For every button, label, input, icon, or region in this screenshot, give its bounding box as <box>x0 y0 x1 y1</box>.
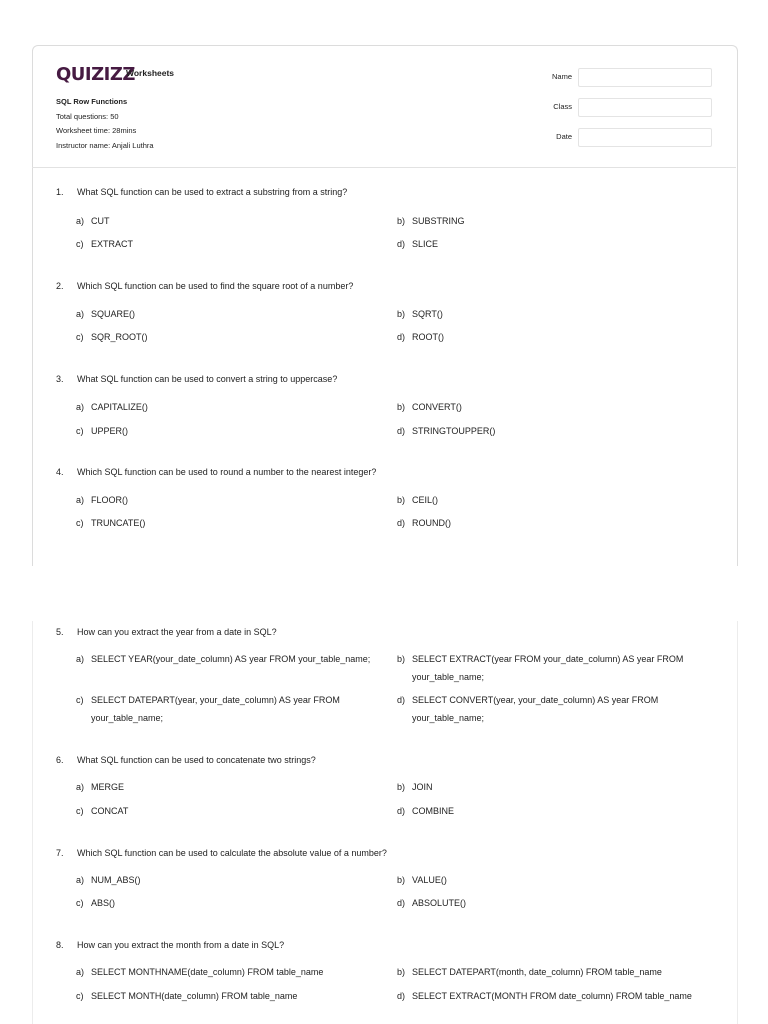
option-text: CAPITALIZE() <box>91 402 148 412</box>
option-letter: c) <box>76 239 84 249</box>
option-text: SELECT MONTH(date_column) FROM table_name <box>91 991 298 1001</box>
worksheet-time: Worksheet time: 28mins <box>56 126 137 135</box>
option-text: NUM_ABS() <box>91 875 141 885</box>
option-text: SELECT CONVERT(year, your_date_column) AS year FROM your_table_name; <box>412 695 659 723</box>
question-number: 4. <box>56 467 64 477</box>
option-letter: c) <box>76 695 84 705</box>
question-number: 6. <box>56 755 64 765</box>
option-text: SUBSTRING <box>412 216 465 226</box>
worksheet-title: SQL Row Functions <box>56 97 128 106</box>
option-text: SELECT EXTRACT(MONTH FROM date_column) FROM table_name <box>412 991 692 1001</box>
option-text: UPPER() <box>91 426 129 436</box>
option-letter: d) <box>397 332 406 342</box>
question-text: Which SQL function can be used to round a number to the nearest integer? <box>77 467 377 477</box>
option-text: CUT <box>91 216 110 226</box>
option-text: EXTRACT <box>91 239 134 249</box>
option-letter: a) <box>76 402 85 412</box>
question-text: What SQL function can be used to extract a substring from a string? <box>77 187 348 197</box>
option-letter: d) <box>397 898 406 908</box>
option-letter: a) <box>76 782 85 792</box>
option-letter: a) <box>76 309 85 319</box>
option-letter: d) <box>397 806 406 816</box>
option-text: SELECT EXTRACT(year FROM your_date_column) AS year FROM your_table_name; <box>412 654 684 682</box>
date-label: Date <box>556 132 572 141</box>
option-text: VALUE() <box>412 875 447 885</box>
option-letter: a) <box>76 654 85 664</box>
name-label: Name <box>551 72 572 81</box>
option-text: SQR_ROOT() <box>91 332 148 342</box>
option-letter: c) <box>76 898 84 908</box>
option-letter: a) <box>76 216 85 226</box>
class-label: Class <box>553 102 572 111</box>
date-field[interactable] <box>578 128 712 147</box>
worksheet-meta <box>56 95 154 153</box>
option-text: SELECT DATEPART(month, date_column) FROM table_name <box>412 967 662 977</box>
option-text: COMBINE <box>412 806 455 816</box>
question-text: What SQL function can be used to convert a string to uppercase? <box>77 374 338 384</box>
option-text: CONCAT <box>91 806 129 816</box>
question-number: 3. <box>56 374 64 384</box>
option-letter: d) <box>397 239 406 249</box>
option-letter: a) <box>76 875 85 885</box>
question-number: 5. <box>56 627 64 637</box>
option-letter: c) <box>76 332 84 342</box>
option-text: SELECT MONTHNAME(date_column) FROM table_name <box>91 967 324 977</box>
option-text: ABSOLUTE() <box>412 898 467 908</box>
question-text: What SQL function can be used to concatenate two strings? <box>77 755 316 765</box>
option-text: CEIL() <box>412 495 439 505</box>
option-text: SLICE <box>412 239 439 249</box>
option-text: TRUNCATE() <box>91 518 146 528</box>
worksheet-header <box>32 45 736 168</box>
question-text: How can you extract the month from a date in SQL? <box>77 940 285 950</box>
option-letter: c) <box>76 426 84 436</box>
logo-subtitle: Worksheets <box>126 68 175 78</box>
instructor-name: Instructor name: Anjali Luthra <box>56 140 154 150</box>
option-letter: c) <box>76 518 84 528</box>
option-text: SELECT YEAR(your_date_column) AS year FROM your_table_name; <box>91 654 371 664</box>
option-text: ABS() <box>91 898 116 908</box>
option-text: SQRT() <box>412 309 443 319</box>
option-letter: a) <box>76 967 85 977</box>
option-letter: d) <box>397 518 406 528</box>
option-text: SQUARE() <box>91 309 136 319</box>
option-text: FLOOR() <box>91 495 128 505</box>
option-text: CONVERT() <box>412 402 462 412</box>
total-questions: Total questions: 50 <box>56 111 119 121</box>
option-letter: b) <box>397 495 406 505</box>
question-number: 2. <box>56 281 64 291</box>
option-text: SELECT DATEPART(year, your_date_column) AS year FROM your_table_name; <box>91 695 340 723</box>
option-letter: b) <box>397 782 406 792</box>
option-text: MERGE <box>91 782 125 792</box>
option-letter: b) <box>397 967 406 977</box>
option-letter: c) <box>76 806 84 816</box>
quizizz-logo: QUIZIZZ <box>56 64 135 85</box>
name-field[interactable] <box>578 68 712 87</box>
question-text: How can you extract the year from a date in SQL? <box>77 627 277 637</box>
question-text: Which SQL function can be used to calculate the absolute value of a number? <box>77 848 387 858</box>
option-letter: b) <box>397 216 406 226</box>
option-letter: c) <box>76 991 84 1001</box>
option-letter: b) <box>397 402 406 412</box>
question-text: Which SQL function can be used to find the square root of a number? <box>77 281 354 291</box>
option-text: JOIN <box>412 782 433 792</box>
question-number: 7. <box>56 848 64 858</box>
option-letter: b) <box>397 875 406 885</box>
option-letter: d) <box>397 991 406 1001</box>
class-field[interactable] <box>578 98 712 117</box>
option-text: STRINGTOUPPER() <box>412 426 496 436</box>
option-text: ROOT() <box>412 332 444 342</box>
option-letter: b) <box>397 654 406 664</box>
option-letter: a) <box>76 495 85 505</box>
option-letter: d) <box>397 695 406 705</box>
option-text: ROUND() <box>412 518 451 528</box>
option-letter: d) <box>397 426 406 436</box>
question-number: 1. <box>56 187 64 197</box>
question-number: 8. <box>56 940 64 950</box>
option-letter: b) <box>397 309 406 319</box>
